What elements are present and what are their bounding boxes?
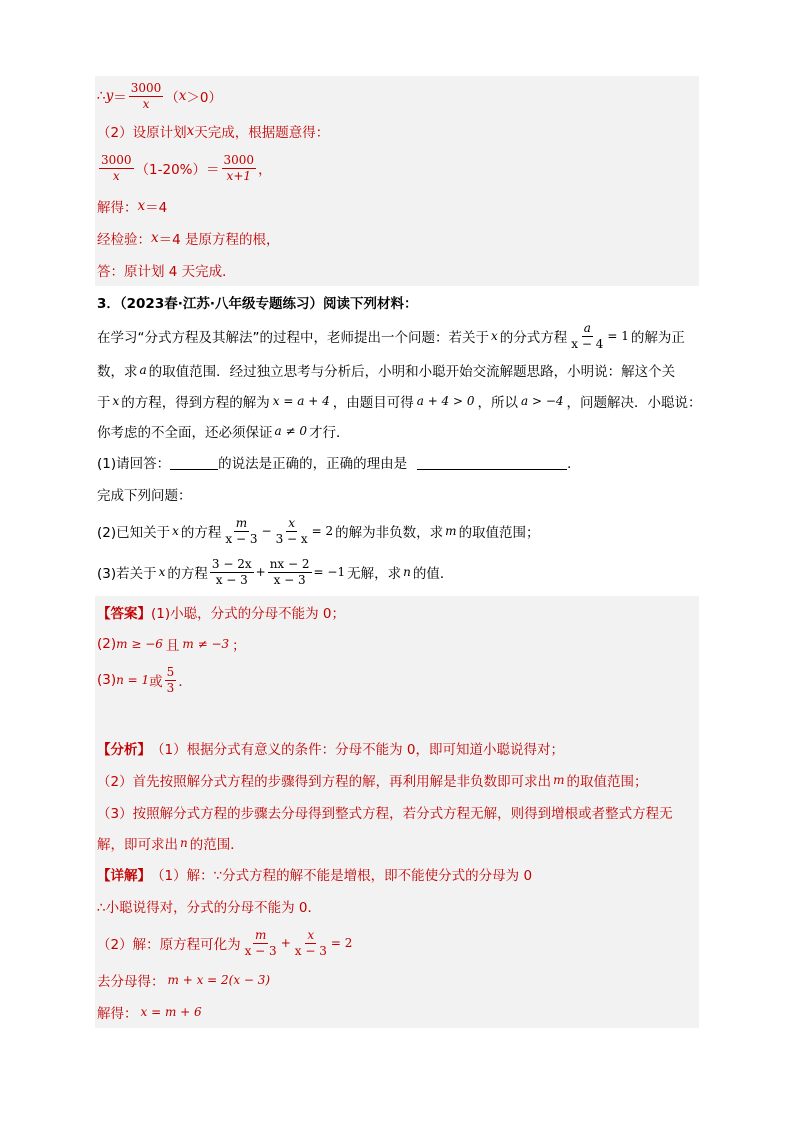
document-page <box>95 76 702 1028</box>
analysis-line-4: 解，即可求出 n 的范围． <box>97 836 244 853</box>
answer-line-3: (3) n = 1 或 $\frac{5}{3}$ ． <box>97 664 192 695</box>
question-2: (2)已知关于 x 的方程 $\frac{m}{x - 3}$ − $\frac{x}{3 - x}$ = 2 的解为非负数，求 m 的取值范围； <box>97 515 540 546</box>
analysis-line-1: 【分析】 （1）根据分式有意义的条件：分母不能为 0，即可知道小聪说得对； <box>95 732 699 764</box>
solution-line-3: $\frac{3000}{x}$ （1-20%）＝ $\frac{3000}{x+1}$ ， <box>101 152 272 183</box>
var-y: y <box>105 88 114 104</box>
fraction-5-over-3: $\frac{5}{3}$ <box>166 664 175 695</box>
problem-line-3: 于 x 的方程，得到方程的解为 x = a + 4 ，由题目可得 a + 4 > 0 ，所以 a > −4 ，问题解决．小聪说： <box>97 394 702 411</box>
fraction-x-over-x-minus-3-detail: $\frac{x}{x - 3}$ <box>294 927 327 958</box>
analysis-line-2: （2）首先按照解分式方程的步骤得到方程的解，再利用解是非负数即可求出 m 的取值范围； <box>97 773 648 790</box>
fraction-a-over-x-minus-4: $\frac{a}{x - 4}$ <box>571 320 604 351</box>
answer-blank-2[interactable] <box>417 455 567 470</box>
problem-header: 3．（2023春·江苏·八年级专题练习）阅读下列材料： <box>97 296 418 312</box>
spacer <box>95 700 699 732</box>
detail-line-5: 解得： x = m + 6 <box>97 1005 202 1022</box>
fraction-m-over-x-minus-3-detail: $\frac{m}{x - 3}$ <box>244 927 277 958</box>
question-3: (3)若关于 x 的方程 $\frac{3 - 2x}{x - 3}$ + $\frac{nx - 2}{x - 3}$ = −1 无解，求 n 的值． <box>97 556 454 587</box>
therefore-symbol: ∴ <box>97 88 106 104</box>
answer-line-2: (2) m ≥ −6 且 m ≠ −3 ； <box>97 636 246 654</box>
answer-blank-1[interactable] <box>170 455 218 470</box>
analysis-tag: 【分析】 <box>97 742 151 758</box>
solution-line-5: 经检验： x ＝4 是原方程的根， <box>97 230 280 248</box>
fraction-3000-over-x-plus-1: $\frac{3000}{x+1}$ <box>223 152 255 183</box>
question-intro: 完成下列问题： <box>97 488 192 504</box>
detail-line-1: 【详解】 （1）解：∵分式方程的解不能是增根，即不能使分式的分母为 0 <box>95 858 699 890</box>
solution-line-2: （2）设原计划 x 天完成，根据题意得： <box>97 123 330 141</box>
answer-block <box>95 596 699 1028</box>
fraction-3-minus-2x-over-x-minus-3: $\frac{3 - 2x}{x - 3}$ <box>211 556 252 587</box>
fraction-nx-minus-2-over-x-minus-3: $\frac{nx - 2}{x - 3}$ <box>269 556 310 587</box>
detail-line-4: 去分母得： m + x = 2(x − 3) <box>97 973 271 990</box>
answer-line-1: 【答案】 (1)小聪，分式的分母不能为 0； <box>95 596 699 628</box>
equals: ＝ <box>113 90 127 106</box>
problem-line-2: 数，求 a 的取值范围．经过独立思考与分析后，小明和小聪开始交流解题思路，小明说：解这个关 <box>97 363 676 380</box>
detail-line-2: ∴小聪说得对，分式的分母不能为 0． <box>97 900 321 916</box>
fraction-m-over-x-minus-3: $\frac{m}{x - 3}$ <box>225 515 258 546</box>
detail-tag: 【详解】 <box>97 868 151 884</box>
problem-line-1: 在学习“分式方程及其解法”的过程中，老师提出一个问题：若关于 x 的分式方程 $\frac{a}{x - 4}$ = 1 的解为正 <box>97 320 685 351</box>
fraction-x-over-3-minus-x: $\frac{x}{3 - x}$ <box>275 515 308 546</box>
analysis-line-3: （3）按照解分式方程的步骤去分母得到整式方程，若分式方程无解，则得到增根或者整式方程无 <box>97 806 673 822</box>
solution-line-1: ∴ y ＝ $\frac{3000}{x}$ （ x ＞0） <box>97 80 222 111</box>
solution-line-4: 解得： x ＝4 <box>97 198 168 216</box>
fraction-3000-over-x-2: $\frac{3000}{x}$ <box>101 152 132 183</box>
fraction-3000-over-x: $\frac{3000}{x}$ <box>130 80 162 111</box>
question-1: (1)请回答： 的说法是正确的，正确的理由是 ． <box>97 456 581 472</box>
answer-tag: 【答案】 <box>97 606 151 622</box>
detail-line-3: （2）解：原方程可化为 $\frac{m}{x - 3}$ + $\frac{x}{x - 3}$ = 2 <box>97 927 353 958</box>
solution-line-6: 答：原计划 4 天完成． <box>97 264 236 280</box>
problem-3 <box>95 286 702 592</box>
previous-solution-block <box>95 76 699 286</box>
problem-line-4: 你考虑的不全面，还必须保证 a ≠ 0 才行． <box>97 424 350 441</box>
